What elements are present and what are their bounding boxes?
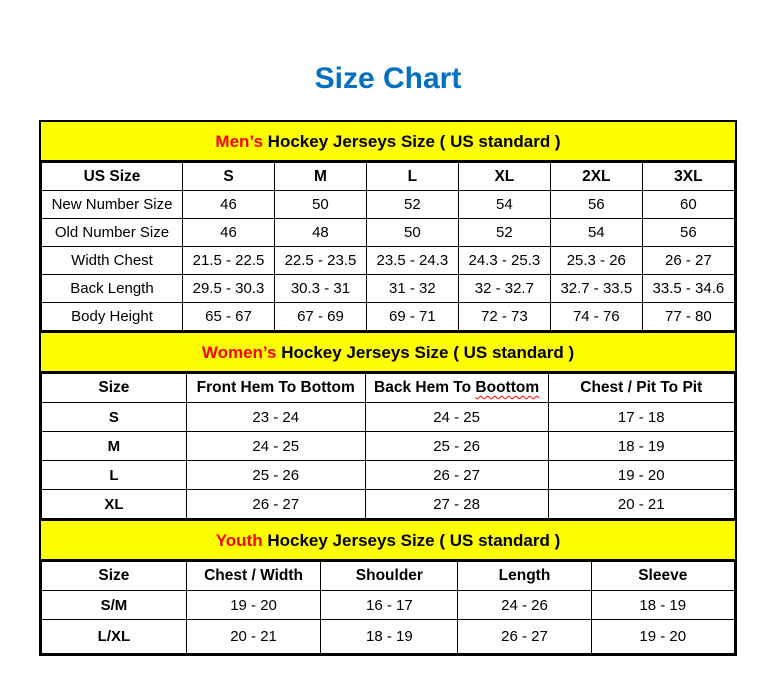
youth-cell: 24 - 26 (458, 591, 591, 620)
mens-col-header: XL (458, 163, 550, 191)
mens-col-header: L (366, 163, 458, 191)
table-row (42, 219, 735, 247)
youth-cell: 19 - 20 (591, 620, 734, 654)
mens-cell: 48 (274, 219, 366, 247)
mens-row-label: Back Length (42, 275, 183, 303)
table-row (42, 247, 735, 275)
mens-section-header (41, 122, 735, 162)
mens-cell: 54 (550, 219, 642, 247)
womens-section-header (41, 331, 735, 373)
table-row (42, 275, 735, 303)
mens-cell: 50 (274, 191, 366, 219)
womens-size-table (41, 373, 735, 519)
mens-cell: 32.7 - 33.5 (550, 275, 642, 303)
youth-col-header: Length (458, 562, 591, 591)
womens-cell: 17 - 18 (548, 403, 734, 432)
womens-row-label: XL (42, 490, 187, 519)
table-row (42, 461, 735, 490)
youth-section-header (41, 519, 735, 561)
womens-col-header: Chest / Pit To Pit (548, 374, 734, 403)
mens-cell: 23.5 - 24.3 (366, 247, 458, 275)
mens-cell: 31 - 32 (366, 275, 458, 303)
mens-cell: 30.3 - 31 (274, 275, 366, 303)
womens-cell: 19 - 20 (548, 461, 734, 490)
mens-row-label: Width Chest (42, 247, 183, 275)
womens-header-row (42, 374, 735, 403)
womens-row-label: L (42, 461, 187, 490)
mens-cell: 50 (366, 219, 458, 247)
mens-cell: 46 (183, 219, 275, 247)
mens-cell: 74 - 76 (550, 303, 642, 331)
mens-cell: 24.3 - 25.3 (458, 247, 550, 275)
table-row (42, 303, 735, 331)
mens-col-header: US Size (42, 163, 183, 191)
mens-section-highlight: Men’s (215, 132, 263, 151)
youth-col-header: Chest / Width (186, 562, 320, 591)
womens-cell: 25 - 26 (186, 461, 365, 490)
womens-cell: 26 - 27 (365, 461, 548, 490)
mens-row-label: Body Height (42, 303, 183, 331)
table-row (42, 403, 735, 432)
mens-row-label: Old Number Size (42, 219, 183, 247)
womens-col-header: Size (42, 374, 187, 403)
mens-cell: 29.5 - 30.3 (183, 275, 275, 303)
mens-col-header: M (274, 163, 366, 191)
womens-cell: 26 - 27 (186, 490, 365, 519)
youth-section-highlight: Youth (215, 531, 263, 550)
mens-row-label: New Number Size (42, 191, 183, 219)
womens-section-title: Hockey Jerseys Size ( US standard ) (276, 343, 575, 362)
womens-cell: 23 - 24 (186, 403, 365, 432)
youth-cell: 18 - 19 (321, 620, 458, 654)
table-row (42, 490, 735, 519)
youth-cell: 26 - 27 (458, 620, 591, 654)
womens-section-highlight: Women’s (201, 343, 277, 362)
mens-cell: 60 (642, 191, 734, 219)
youth-cell: 16 - 17 (321, 591, 458, 620)
mens-cell: 54 (458, 191, 550, 219)
womens-row-label: S (42, 403, 187, 432)
womens-col-header-prefix: Back Hem To (374, 379, 476, 396)
table-row (42, 191, 735, 219)
youth-col-header: Sleeve (591, 562, 734, 591)
mens-size-table (41, 162, 735, 331)
youth-col-header: Size (42, 562, 187, 591)
mens-col-header: 3XL (642, 163, 734, 191)
mens-cell: 32 - 32.7 (458, 275, 550, 303)
womens-cell: 20 - 21 (548, 490, 734, 519)
womens-cell: 18 - 19 (548, 432, 734, 461)
womens-col-header (365, 374, 548, 403)
youth-cell: 20 - 21 (186, 620, 320, 654)
youth-cell: 18 - 19 (591, 591, 734, 620)
youth-size-table (41, 561, 735, 654)
mens-cell: 52 (458, 219, 550, 247)
womens-col-header-misspelled: Boottom (475, 379, 540, 396)
table-row (42, 591, 735, 620)
youth-row-label: S/M (42, 591, 187, 620)
youth-col-header: Shoulder (321, 562, 458, 591)
youth-header-row (42, 562, 735, 591)
size-chart (39, 120, 737, 656)
womens-cell: 27 - 28 (365, 490, 548, 519)
table-row (42, 432, 735, 461)
page-title: Size Chart (314, 62, 462, 95)
mens-cell: 33.5 - 34.6 (642, 275, 734, 303)
youth-row-label: L/XL (42, 620, 187, 654)
mens-col-header: S (183, 163, 275, 191)
womens-cell: 25 - 26 (365, 432, 548, 461)
mens-cell: 56 (642, 219, 734, 247)
youth-section-title: Hockey Jerseys Size ( US standard ) (262, 531, 561, 550)
mens-cell: 46 (183, 191, 275, 219)
mens-cell: 77 - 80 (642, 303, 734, 331)
mens-cell: 52 (366, 191, 458, 219)
mens-cell: 25.3 - 26 (550, 247, 642, 275)
womens-row-label: M (42, 432, 187, 461)
mens-cell: 72 - 73 (458, 303, 550, 331)
womens-cell: 24 - 25 (365, 403, 548, 432)
mens-cell: 56 (550, 191, 642, 219)
mens-cell: 69 - 71 (366, 303, 458, 331)
mens-section-title: Hockey Jerseys Size ( US standard ) (262, 132, 561, 151)
youth-cell: 19 - 20 (186, 591, 320, 620)
mens-cell: 22.5 - 23.5 (274, 247, 366, 275)
womens-col-header: Front Hem To Bottom (186, 374, 365, 403)
mens-cell: 26 - 27 (642, 247, 734, 275)
mens-cell: 65 - 67 (183, 303, 275, 331)
mens-col-header: 2XL (550, 163, 642, 191)
mens-header-row (42, 163, 735, 191)
table-row (42, 620, 735, 654)
mens-cell: 67 - 69 (274, 303, 366, 331)
mens-cell: 21.5 - 22.5 (183, 247, 275, 275)
womens-cell: 24 - 25 (186, 432, 365, 461)
